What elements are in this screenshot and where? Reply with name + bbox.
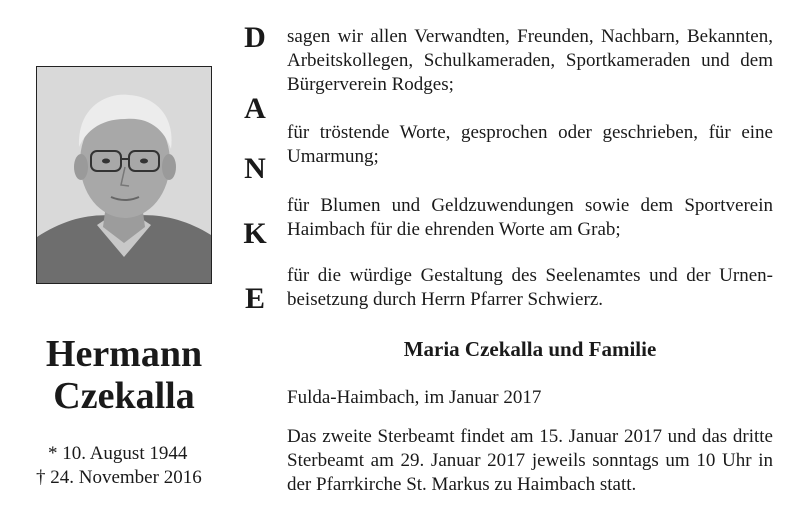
deceased-first-name: Hermann	[45, 333, 203, 375]
danke-letter-n: N	[244, 152, 266, 185]
thanks-paragraph-4: für die würdige Gestaltung des Seelenamtes und der Urnenbeisetzung durch Herrn Pfarrer Schwierz.	[287, 265, 773, 310]
signature: Maria Czekalla und Familie	[403, 337, 657, 361]
danke-letter-e: E	[244, 282, 265, 315]
memorial-mass-notice: Das zweite Sterbeamt findet am 15. Januar 2017 und das dritte Sterbeamt am 29. Januar 2017 jeweils sonntags um 10 Uhr in der Pfarrkirche St. Markus zu Haimbach statt.	[287, 426, 773, 495]
danke-letter-a: A	[244, 92, 266, 125]
thanks-paragraph-1: sagen wir allen Verwandten, Freunden, Nachbarn, Bekannten, Arbeitskollegen, Schulkameraden, Sportkameraden und dem Bürgerverein Rodges;	[287, 26, 773, 95]
thanks-paragraph-3: für Blumen und Geldzuwendungen sowie dem Sportverein Haimbach für die ehrenden Worte am Grab;	[287, 195, 773, 240]
portrait-photo	[36, 66, 212, 284]
birth-date: * 10. August 1944	[48, 443, 188, 464]
danke-letter-k: K	[243, 217, 267, 250]
danke-letter-d: D	[244, 21, 266, 54]
place-date: Fulda-Haimbach, im Januar 2017	[287, 387, 542, 408]
death-date: † 24. November 2016	[36, 467, 202, 488]
thanks-paragraph-2: für tröstende Worte, gesprochen oder geschrieben, für eine Umarmung;	[287, 122, 773, 167]
deceased-last-name: Czekalla	[53, 375, 195, 417]
